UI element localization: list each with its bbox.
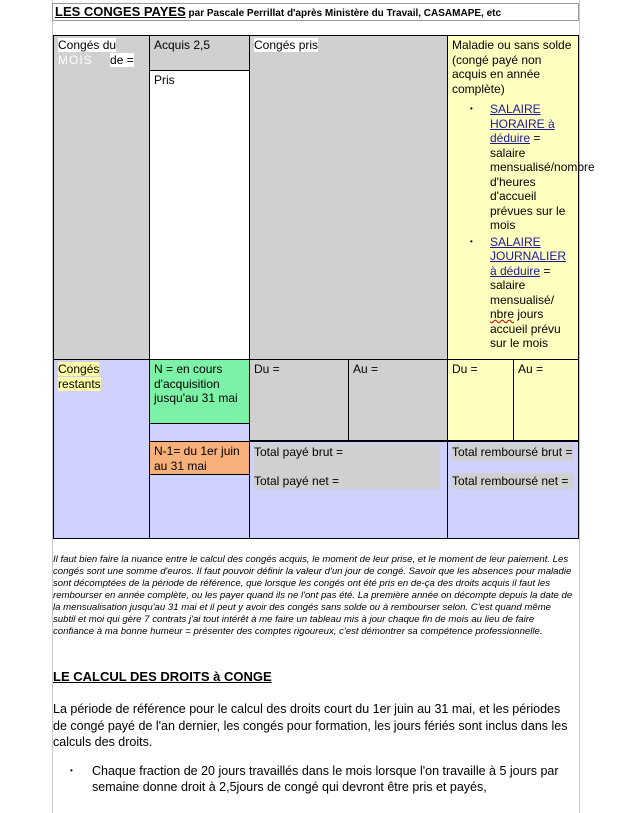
salaire-horaire-text: = salaire mensualisé/nombre d'heures d'accueil prévues sur le mois (490, 131, 595, 232)
total-paye-brut: Total payé brut = (254, 444, 440, 461)
pris-label: Pris (154, 73, 175, 87)
document-title (52, 3, 579, 21)
cell-total-paye (249, 441, 448, 539)
title-main: LES CONGES PAYES (55, 4, 186, 19)
n-moins-1-label: N-1= du 1er juin au 31 mai (154, 444, 240, 473)
title-byline: par Pascale Perrillat d'après Ministère du Travail, CASAMAPE, etc (185, 8, 502, 19)
mois-label: MOIS (58, 52, 93, 67)
conges-restants-label: Congés restants (58, 362, 101, 391)
total-rembourse-brut: Total remboursé brut = (452, 445, 573, 459)
cell-total-rembourse (447, 441, 579, 539)
cell-spacer-bottom (149, 474, 250, 539)
cell-du-2 (447, 359, 514, 441)
cell-au-1 (348, 359, 448, 441)
salaire-horaire-item (490, 102, 595, 233)
cell-maladie (447, 35, 595, 360)
au-1-label: Au = (353, 362, 379, 376)
cell-acquis (149, 35, 250, 71)
cell-n-en-cours (149, 359, 250, 424)
n-en-cours-label: N = en cours d'acquisition jusqu'au 31 mai (154, 362, 238, 405)
bullet-marker: • (70, 766, 73, 775)
cell-conges-restants (53, 359, 150, 539)
salaire-journalier-link[interactable]: SALAIRE JOURNALIER à déduire (490, 234, 567, 278)
total-paye-net: Total payé net = (254, 473, 440, 490)
cell-au-2 (513, 359, 579, 441)
explanatory-note: Il faut bien faire la nuance entre le calcul des congés acquis, le moment de leur prise, et le moment de leur paiement. Les congés sont une somme d'euros. Il faut pouvoir définir la valeur d'un jour de congé. Savoir que les absences pour maladie sont décomptées de la période de référence, que lorsque les congés ont été pris en de-ça des droits acquis il faut les rembourser en année complète, ou les payer quand ils ne l'ont pas été. La première année on décompte depuis la date de la mensualisation jusqu'au 31 mai et il peut y avoir des congés sans solde ou à rembourser selon. C'est quand même subtil et moi qui gère 7 contrats j'ai tout intérêt à me faire un tableau mis à jour chaque fin de mois au lieu de faire confiance à ma bonne humeur = présenter des comptes rigoureux, c'est démontrer sa compétence professionnelle. (53, 554, 573, 637)
du-2-label: Du = (452, 362, 478, 376)
cell-n-moins-1 (149, 441, 250, 475)
salaire-journalier-text-a: = salaire mensualisé/ (490, 263, 555, 307)
salaire-horaire-link[interactable]: SALAIRE HORAIRE à déduire (490, 102, 555, 145)
nbre-word: nbre (490, 307, 515, 321)
cell-pris (149, 70, 250, 360)
conges-pris-label: Congés pris (254, 38, 319, 52)
du-1-label: Du = (254, 362, 280, 376)
au-2-label: Au = (518, 362, 544, 376)
cell-conges-pris (249, 35, 448, 360)
salaire-journalier-text-b: jours accueil prévu sur le mois (490, 307, 561, 350)
section-heading: LE CALCUL DES DROITS à CONGE (53, 669, 272, 684)
conges-du-label: Congés du (58, 38, 117, 52)
reference-paragraph: La période de référence pour le calcul des droits court du 1er juin au 31 mai, et les périodes de congé payé de l'an dernier, les congés pour formation, les jours fériés sont inclus dans les calculs des droits. (53, 702, 568, 749)
cell-conges-du (53, 35, 150, 360)
acquis-label: Acquis 2,5 (154, 38, 211, 52)
salaire-journalier-item (490, 235, 574, 351)
de-label: de = (110, 52, 134, 67)
bullet-item: Chaque fraction de 20 jours travaillés dans le mois lorsque l'on travaille à 5 jours par semaine donne droit à 2,5jours de congé qui devront être pris et payés, (92, 764, 559, 794)
cell-du-1 (249, 359, 349, 441)
total-rembourse-net: Total remboursé net = (452, 473, 574, 490)
maladie-head: Maladie ou sans solde (congé payé non acquis en année complète) (452, 38, 572, 96)
